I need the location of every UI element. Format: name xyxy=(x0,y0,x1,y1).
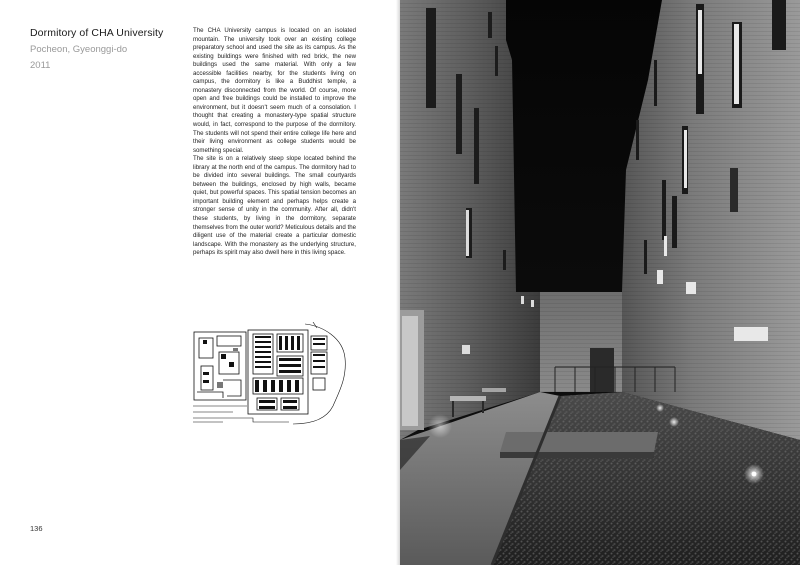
page-number: 136 xyxy=(30,524,43,533)
courtyard-night-photo xyxy=(400,0,800,565)
project-year: 2011 xyxy=(30,60,51,71)
project-location: Pocheon, Gyeonggi-do xyxy=(30,44,128,55)
project-title: Dormitory of CHA University xyxy=(30,27,164,39)
body-text xyxy=(193,27,356,258)
body-paragraph: The site is on a relatively steep slope located behind the library at the north end of the campus. The dormitory had to be divided into several buildings. The small courtyards between the buildings, enclosed by high walls, became quiet, but powerful spaces. This spatial tension becomes an important building element and perhaps helps create a stronger sense of unity in the community. After all, didn't these students, by living in the dormitory, separate themselves from the outer world? Meticulous details and the diligent use of the material create a particular domestic landscape. With the monastery as the underlying structure, perhaps its spirit may also dwell here in this living space. xyxy=(193,155,356,257)
site-plan-drawing xyxy=(193,322,349,426)
body-paragraph: The CHA University campus is located on an isolated mountain. The university took over an existing college preparatory school and used the site as its campus. As the existing buildings were finished with red brick, the new buildings used the same material. With only a few accessible facilities nearby, for the students living on campus, the dormitory is like a Buddhist temple, a monastery disconnected from the world. Of course, more open and free buildings could be installed to improve the environment, but it doesn't seem much of a consolation. I thought that creating a monastery-type spatial structure would, in fact, correspond to the purpose of the dormitory. The students will not spend their entire college life here and their living environment as college students would be something special. xyxy=(193,27,356,154)
